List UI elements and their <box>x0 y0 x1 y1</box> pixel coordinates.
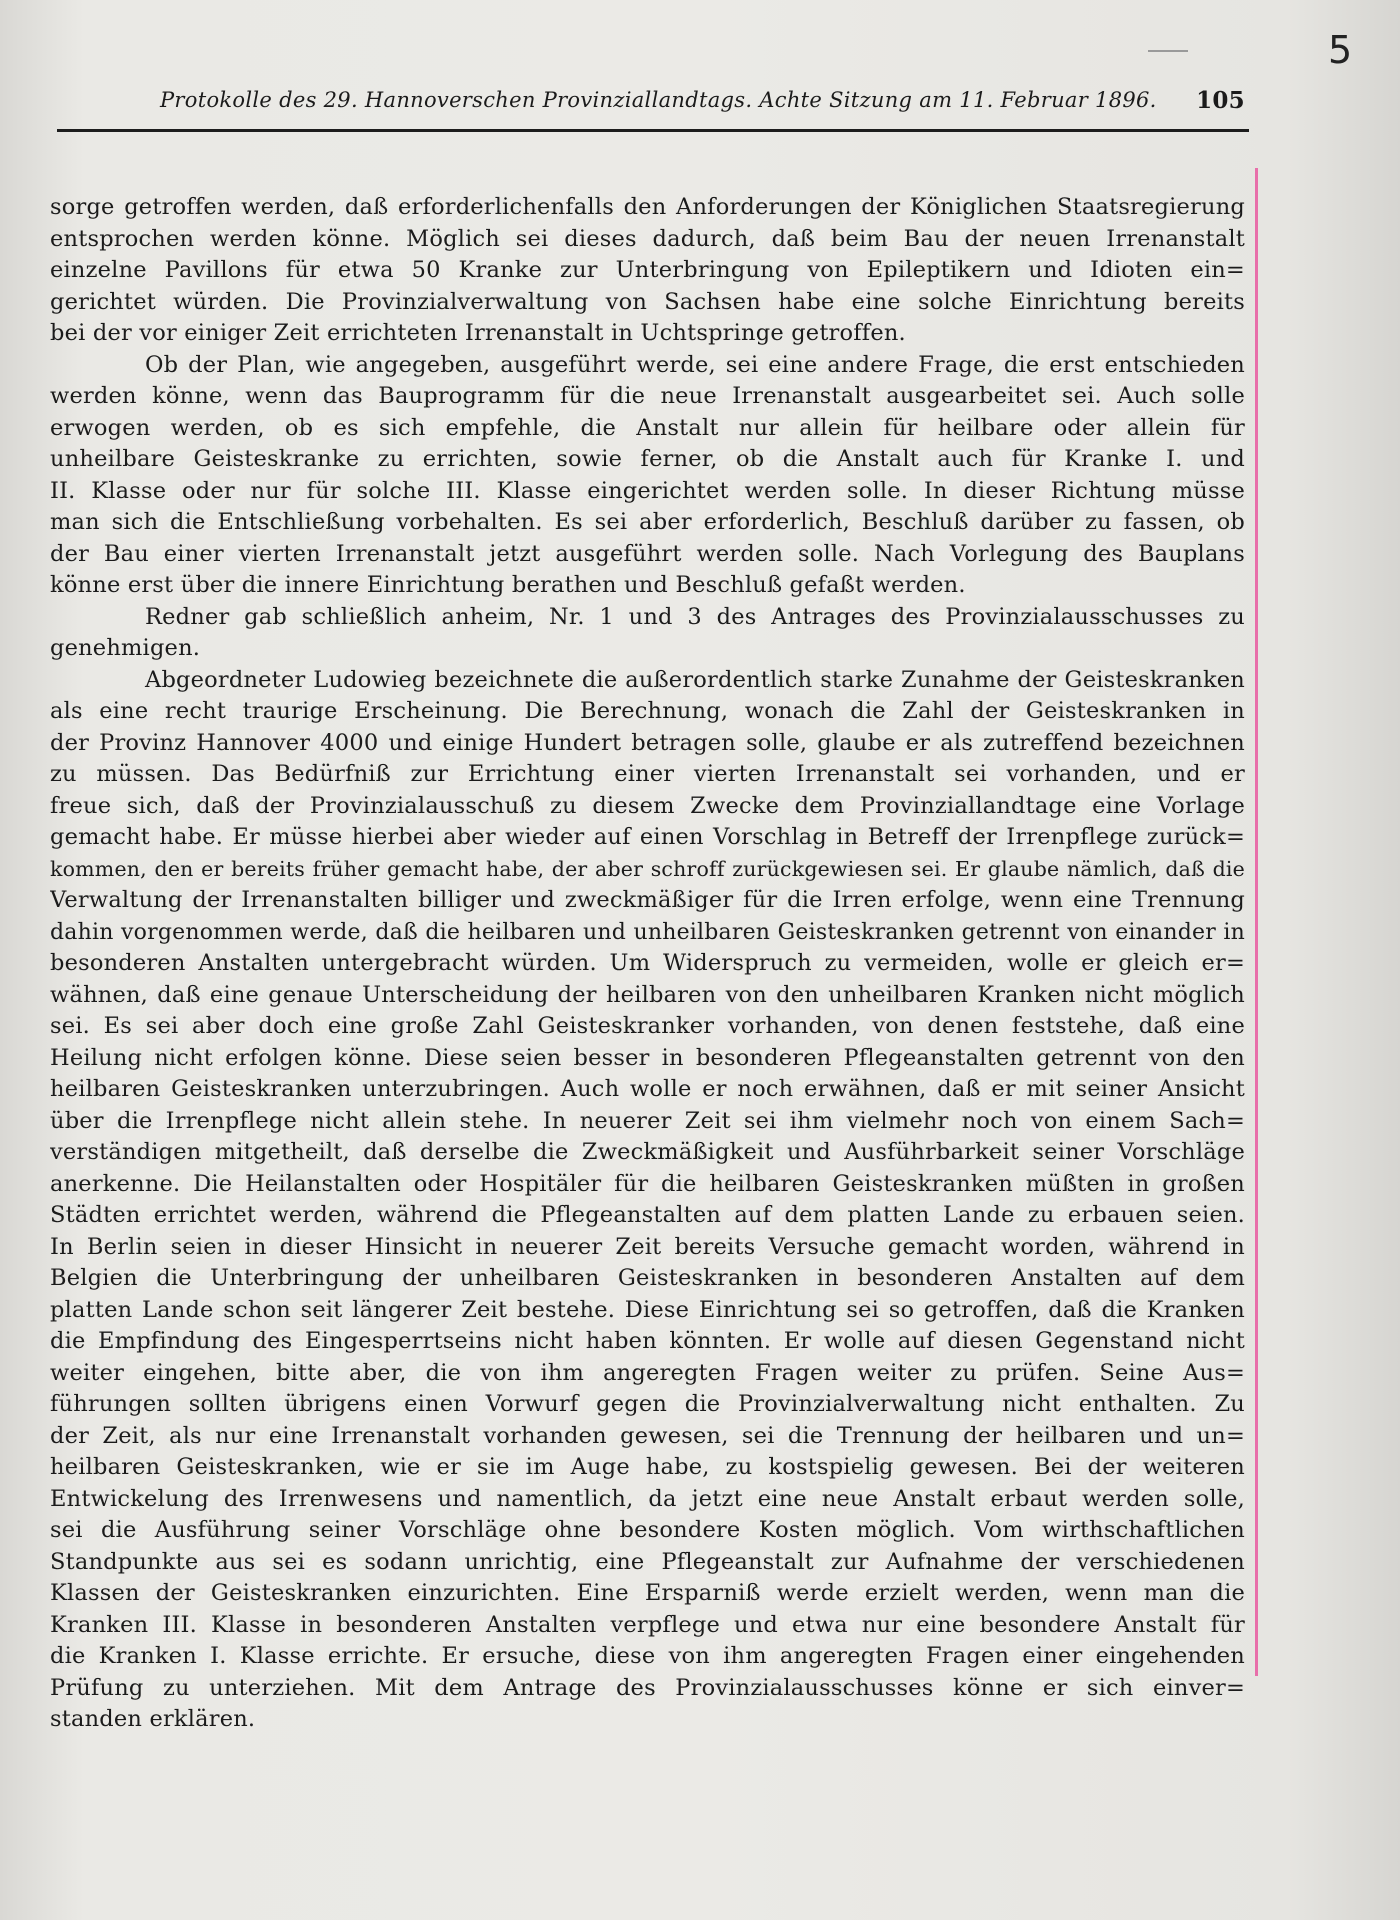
text-line: Entwickelung des Irrenwesens und namentlich, da jetzt eine neue Anstalt erbaut werden solle, <box>50 1485 1245 1512</box>
text-line: Standpunkte aus sei es sodann unrichtig, eine Pflegeanstalt zur Aufnahme der verschiedenen <box>50 1548 1245 1575</box>
text-line: verständigen mitgetheilt, daß derselbe die Zweckmäßigkeit und Ausführbarkeit seiner Vorschläge <box>50 1139 1245 1165</box>
text-line: weiter eingehen, bitte aber, die von ihm angeregten Fragen weiter zu prüfen. Seine Aus= <box>50 1359 1245 1386</box>
paragraph-start-line: Ob der Plan, wie angegeben, ausgeführt werde, sei eine andere Frage, die erst entschieden <box>145 351 1245 378</box>
text-line: führungen sollten übrigens einen Vorwurf gegen die Provinzialverwaltung nicht enthalten. Zu <box>50 1391 1245 1417</box>
text-line: sei die Ausführung seiner Vorschläge ohne besondere Kosten möglich. Vom wirthschaftlichen <box>50 1517 1245 1543</box>
text-line: Städten errichtet werden, während die Pflegeanstalten auf dem platten Lande zu erbauen seien. <box>50 1202 1245 1228</box>
handwritten-page-number: 5 <box>1328 28 1353 72</box>
text-line: werden könne, wenn das Bauprogramm für die neue Irrenanstalt ausgearbeitet sei. Auch solle <box>50 383 1245 409</box>
text-line: über die Irrenpflege nicht allein stehe. In neuerer Zeit sei ihm vielmehr noch von einem Sach= <box>50 1107 1245 1134</box>
text-line: könne erst über die innere Einrichtung berathen und Beschluß gefaßt werden. <box>50 572 966 598</box>
text-line: kommen, den er bereits früher gemacht habe, der aber schroff zurückgewiesen sei. Er glaube nämlich, daß die <box>50 856 1245 881</box>
text-line: der Provinz Hannover 4000 und einige Hundert betragen solle, glaube er als zutreffend bezeichnen <box>50 729 1245 756</box>
text-line: sei. Es sei aber doch eine große Zahl Geisteskranker vorhanden, von denen feststehe, daß eine <box>50 1013 1245 1039</box>
text-line: Belgien die Unterbringung der unheilbaren Geisteskranken in besonderen Anstalten auf dem <box>50 1265 1245 1291</box>
text-line: heilbaren Geisteskranken, wie er sie im Auge habe, zu kostspielig gewesen. Bei der weiteren <box>50 1454 1245 1480</box>
text-line: freue sich, daß der Provinzialausschuß zu diesem Zwecke dem Provinziallandtage eine Vorlage <box>50 792 1245 819</box>
text-line: Prüfung zu unterziehen. Mit dem Antrage des Provinzialausschusses könne er sich einver= <box>50 1674 1245 1701</box>
text-line: man sich die Entschließung vorbehalten. Es sei aber erforderlich, Beschluß darüber zu fassen, ob <box>50 509 1245 535</box>
text-line: dahin vorgenommen werde, daß die heilbaren und unheilbaren Geisteskranken getrennt von einander in <box>50 919 1245 945</box>
text-line: platten Lande schon seit längerer Zeit bestehe. Diese Einrichtung sei so getroffen, daß die Kranken <box>50 1296 1245 1323</box>
text-line: entsprochen werden könne. Möglich sei dieses dadurch, daß beim Bau der neuen Irrenanstalt <box>50 225 1245 252</box>
text-line: der Bau einer vierten Irrenanstalt jetzt ausgeführt werden solle. Nach Vorlegung des Bauplans <box>50 540 1245 567</box>
margin-marker-line <box>1255 168 1258 1676</box>
page-number: 105 <box>1196 87 1245 114</box>
text-line: wähnen, daß eine genaue Unterscheidung der heilbaren von den unheilbaren Kranken nicht möglich <box>50 981 1245 1008</box>
text-line: sorge getroffen werden, daß erforderlichenfalls den Anforderungen der Königlichen Staatsregierung <box>50 194 1245 220</box>
text-line: einzelne Pavillons für etwa 50 Kranke zur Unterbringung von Epileptikern und Idioten ein= <box>50 257 1245 283</box>
text-line: unheilbare Geisteskranke zu errichten, sowie ferner, ob die Anstalt auch für Kranke I. und <box>50 446 1245 472</box>
text-line: In Berlin seien in dieser Hinsicht in neuerer Zeit bereits Versuche gemacht worden, während in <box>50 1233 1245 1260</box>
pencil-mark <box>1148 50 1188 52</box>
text-line: Verwaltung der Irrenanstalten billiger und zweckmäßiger für die Irren erfolge, wenn eine Trennung <box>50 887 1245 913</box>
text-line: die Kranken I. Klasse errichte. Er ersuche, diese von ihm angeregten Fragen einer eingehenden <box>50 1643 1245 1669</box>
text-line: standen erklären. <box>50 1706 256 1732</box>
text-line: Kranken III. Klasse in besonderen Anstalten verpflege und etwa nur eine besondere Anstalt für <box>50 1611 1245 1638</box>
paragraph-start-line: Redner gab schließlich anheim, Nr. 1 und 3 des Antrages des Provinzialausschusses zu <box>145 603 1245 630</box>
text-line: gerichtet würden. Die Provinzialverwaltung von Sachsen habe eine solche Einrichtung bereits <box>50 288 1245 315</box>
text-line: Klassen der Geisteskranken einzurichten. Eine Ersparniß werde erzielt werden, wenn man die <box>50 1580 1245 1606</box>
text-line: besonderen Anstalten untergebracht würden. Um Widerspruch zu vermeiden, wolle er gleich er= <box>50 950 1245 976</box>
text-line: genehmigen. <box>50 635 201 661</box>
text-line: heilbaren Geisteskranken unterzubringen. Auch wolle er noch erwähnen, daß er mit seiner Ansicht <box>50 1076 1245 1102</box>
text-line: anerkenne. Die Heilanstalten oder Hospitäler für die heilbaren Geisteskranken müßten in großen <box>50 1170 1245 1197</box>
text-line: als eine recht traurige Erscheinung. Die Berechnung, wonach die Zahl der Geisteskranken in <box>50 698 1245 724</box>
text-line: zu müssen. Das Bedürfniß zur Errichtung einer vierten Irrenanstalt sei vorhanden, und er <box>50 761 1245 787</box>
running-head-title: Protokolle des 29. Hannoverschen Provinziallandtags. Achte Sitzung am 11. Februar 1896. <box>160 88 1157 112</box>
text-line: der Zeit, als nur eine Irrenanstalt vorhanden gewesen, sei die Trennung der heilbaren und un= <box>50 1422 1245 1449</box>
text-line: erwogen werden, ob es sich empfehle, die Anstalt nur allein für heilbare oder allein für <box>50 414 1245 441</box>
paragraph-start-line: Abgeordneter Ludowieg bezeichnete die außerordentlich starke Zunahme der Geisteskranken <box>145 666 1245 693</box>
text-line: die Empfindung des Eingesperrtseins nicht haben könnten. Er wolle auf diesen Gegenstand nicht <box>50 1328 1245 1354</box>
body-text <box>50 192 1245 1736</box>
text-line: bei der vor einiger Zeit errichteten Irrenanstalt in Uchtspringe getroffen. <box>50 320 906 346</box>
text-line: gemacht habe. Er müsse hierbei aber wieder auf einen Vorschlag in Betreff der Irrenpflege zurück= <box>50 824 1245 850</box>
header-rule <box>57 129 1249 132</box>
text-line: II. Klasse oder nur für solche III. Klasse eingerichtet werden solle. In dieser Richtung müsse <box>50 477 1245 504</box>
text-line: Heilung nicht erfolgen könne. Diese seien besser in besonderen Pflegeanstalten getrennt von den <box>50 1044 1245 1071</box>
